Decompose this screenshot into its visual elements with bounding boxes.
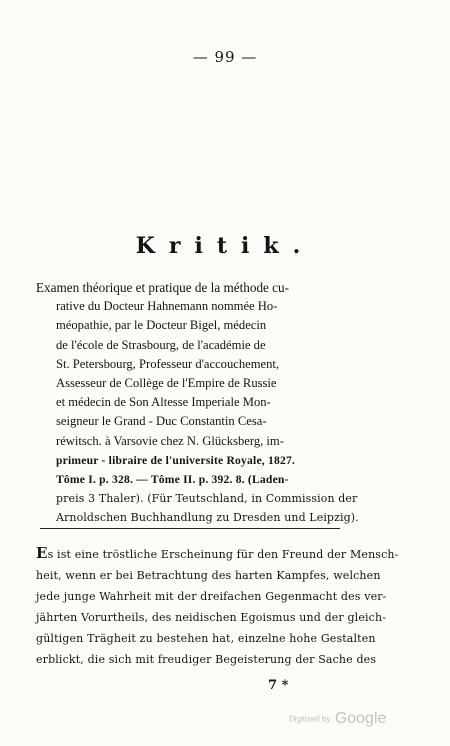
page-number: — 99 — bbox=[192, 48, 258, 66]
section-divider bbox=[40, 528, 340, 529]
google-watermark bbox=[289, 710, 386, 728]
paragraph-line bbox=[36, 543, 399, 565]
paragraph-line: gültigen Trägheit zu bestehen hat, einzelne hohe Gestalten bbox=[36, 632, 376, 645]
citation-line: réwitsch. à Varsovie chez N. Glücksberg, im- bbox=[56, 433, 284, 448]
citation-line: Assesseur de Collège de l'Empire de Russie bbox=[56, 376, 277, 391]
paragraph-line-text: s ist eine tröstliche Erscheinung für den Freund der Mensch- bbox=[47, 548, 399, 561]
citation-line: seigneur le Grand - Duc Constantin Cesa- bbox=[56, 414, 267, 429]
citation-line: preis 3 Thaler). (Für Teutschland, in Commission der bbox=[56, 492, 358, 506]
paragraph-line: jede junge Wahrheit mit der dreifachen Gegenmacht des ver- bbox=[36, 590, 387, 603]
citation-line: primeur - libraire de l'universite Royale, 1827. bbox=[56, 453, 296, 467]
paragraph-line: erblickt, die sich mit freudiger Begeisterung der Sache des bbox=[36, 653, 377, 666]
citation-line: et médecin de Son Altesse Imperiale Mon- bbox=[56, 395, 271, 410]
book-citation bbox=[36, 278, 381, 528]
citation-line: Arnoldschen Buchhandlung zu Dresden und Leipzig). bbox=[56, 511, 359, 525]
signature-mark: 7 * bbox=[268, 678, 289, 693]
watermark-brand: Google bbox=[334, 710, 387, 727]
watermark-prefix: Digitized by bbox=[289, 714, 331, 724]
paragraph-line: jährten Vorurtheils, des neidischen Egoismus und der gleich- bbox=[36, 611, 387, 624]
citation-line: de l'école de Strasbourg, de l'académie de bbox=[56, 337, 266, 352]
citation-line: rative du Docteur Hahnemann nommée Ho- bbox=[56, 299, 278, 314]
body-paragraph bbox=[36, 543, 399, 670]
citation-line: Tôme I. p. 328. — Tôme II. p. 392. 8. (Laden- bbox=[56, 473, 289, 487]
citation-line: St. Petersbourg, Professeur d'accouchement, bbox=[56, 356, 280, 371]
section-title: Kritik. bbox=[135, 233, 315, 259]
citation-line: méopathie, par le Docteur Bigel, médecin bbox=[56, 318, 267, 333]
citation-line: Examen théorique et pratique de la méthode cu- bbox=[36, 280, 290, 295]
drop-cap: E bbox=[36, 544, 48, 562]
paragraph-line: heit, wenn er bei Betrachtung des harten Kampfes, welchen bbox=[36, 569, 381, 582]
